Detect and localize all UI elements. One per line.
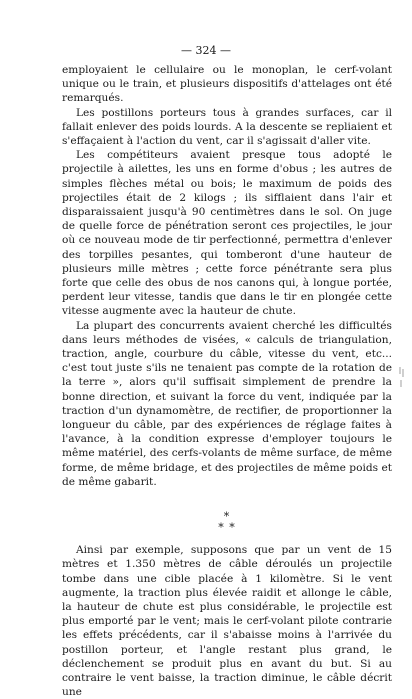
paragraph-4: La plupart des concurrents avaient cherché les difficultés dans leurs méthodes de visées, « calculs de triangulation, traction, angle, courbure du câble, vitesse du vent, etc... c'est tout juste s'ils ne tenaient pas compte de la rotation de la terre », alors qu'il suffisait simplement de prendre la bonne direction, et suivant la force du vent, indiquée par la traction d'un dynamomètre, de rectifier, de proportionner la longueur du câble, par des expériences de réglage faites à l'avance, à la condition expresse d'employer toujours le même matériel, des cerfs-volants de même surface, de même forme, de même bridage, et des projectiles de même poids et de même gabarit. [62, 319, 392, 488]
page-number: — 324 — [181, 44, 231, 57]
paragraph-5: Ainsi par exemple, supposons que par un vent de 15 mètres et 1.350 mètres de câble déroulés un projectile tombe dans une cible placée à 1 kilomètre. Si le vent augmente, la traction plus élevée raidit et allonge le câble, la hauteur de chute est plus considérable, le projectile est plus emporté par le vent; mais le cerf-volant pilote contrarie les effets précédents, car il s'abaisse moins à l'arrivée du postillon porteur, et l'angle restant plus grand, le déclenchement se produit plus en avant du but. Si au contraire le vent baisse, la traction diminue, le câble décrit une [62, 544, 392, 699]
paragraph-1: employaient le cellulaire ou le monoplan, le cerf-volant unique ou le train, et plusieurs dispositifs d'attelages ont été remarqués. [62, 64, 392, 105]
section-separator [62, 511, 392, 533]
paragraph-3: Les compétiteurs avaient presque tous adopté le projectile à ailettes, les uns en forme d'obus ; les autres de simples flèches métal ou bois; le maximum de poids des projectiles était de 2 kilogs ; ils sifflaient dans l'air et disparaissaient jusqu'à 90 centimètres dans le sol. On juge de quelle force de pénétration seront ces projectiles, le jour où ce nouveau mode de tir perfectionné, permettra d'enlever des torpilles pesantes, qui tomberont d'une hauteur de plusieurs mille mètres ; cette force pénétrante sera plus forte que celle des obus de nos canons qui, à longue portée, perdent leur vitesse, tandis que dans le tir en plongée cette vitesse augmente avec la hauteur de chute. [62, 149, 392, 318]
separator-asterisks-bottom: * * [218, 521, 236, 535]
paragraph-2: Les postillons porteurs tous à grandes surfaces, car il fallait enlever des poids lourds. A la descente se repliaient et s'effaçaient à l'action du vent, car il s'agissait d'aller vite. [62, 106, 392, 148]
page-body [62, 63, 392, 699]
separator-asterisk-top: * [223, 510, 231, 524]
margin-scan-mark [398, 365, 406, 389]
